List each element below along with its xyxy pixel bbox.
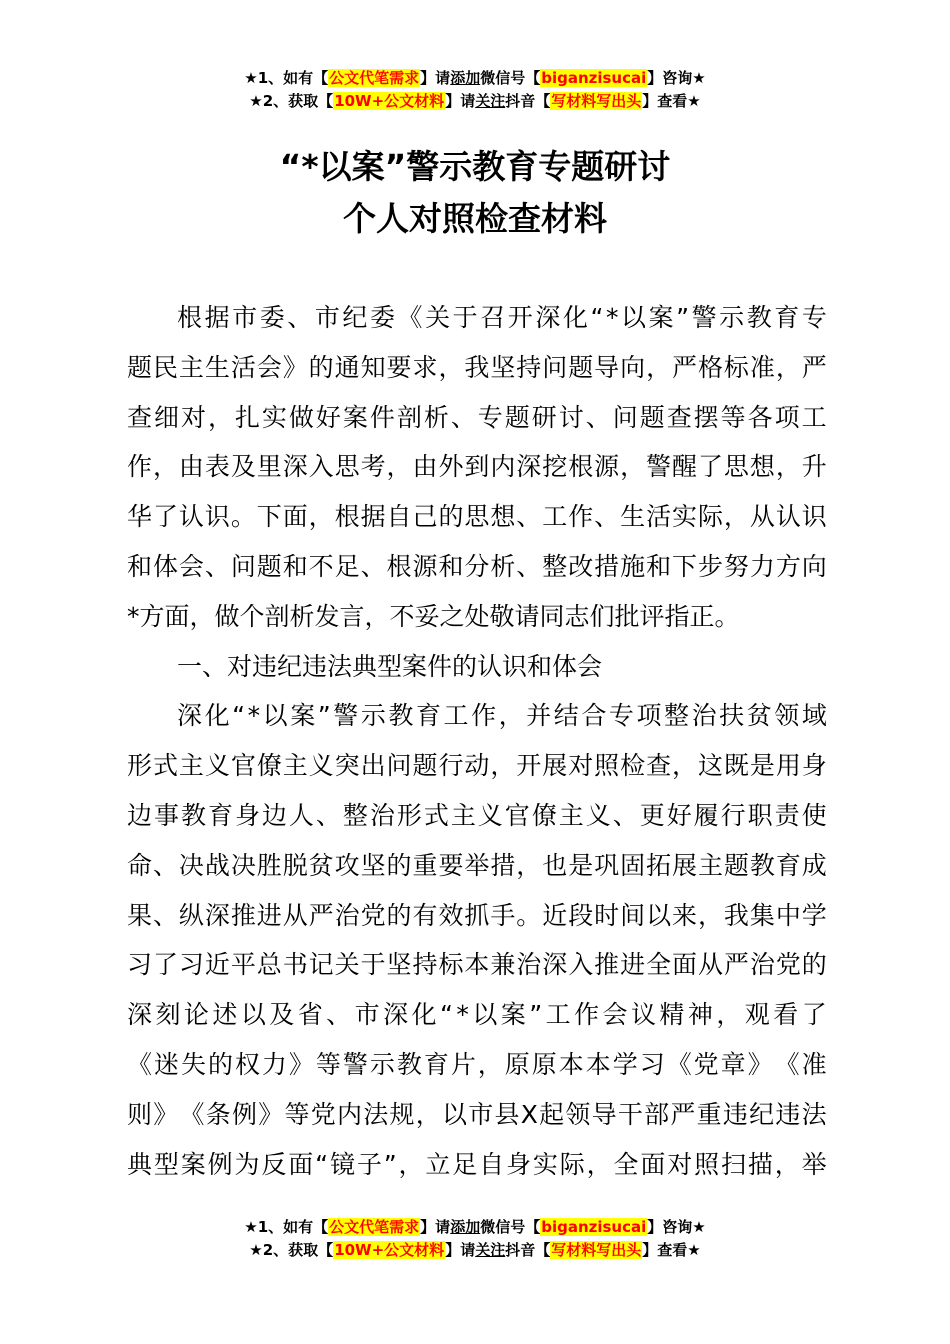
body-line: [127, 791, 827, 841]
body-line: [127, 592, 827, 642]
body-line: [127, 1090, 827, 1140]
banner-text: ★2、获取【: [249, 1241, 334, 1259]
body-line-text: 则 》 《 条 例 》 等 党 内 法 规 ， 以 市 县 X 起 领 导 干 部 严 重 违 纪 违 法: [127, 1099, 827, 1129]
banner-text: 抖音【: [505, 92, 551, 110]
footer-banner: [0, 1216, 950, 1262]
body-line: [127, 891, 827, 941]
banner-highlight: biganzisucai: [541, 69, 647, 87]
body-line-text: 边 事 教 育 身 边 人 、 整 治 形 式 主 义 官 僚 主 义 、 更 好 履 行 职 责 使: [127, 800, 827, 830]
body-line-text: 和 体 会 、 问 题 和 不 足 、 根 源 和 分 析 、 整 改 措 施 和 下 步 努 力 方 向: [127, 551, 827, 581]
body-line-text: 深 刻 论 述 以 及 省 、 市 深 化 “ * 以 案 ” 工 作 会 议 精 神 ， 观 看 了: [127, 1000, 827, 1030]
body-line: [127, 1140, 827, 1190]
banner-underline: 关注: [475, 92, 506, 110]
header-banner: [0, 67, 950, 113]
banner-text: ★1、如有【: [244, 69, 329, 87]
document-body: [127, 293, 827, 1189]
body-line: [127, 990, 827, 1040]
body-line-text: 根 据 市 委 、 市 纪 委 《 关 于 召 开 深 化 “ * 以 案 ” 警 示 教 育 专: [177, 303, 827, 332]
banner-underline: 添加: [450, 69, 481, 87]
banner-line-2: [0, 1239, 950, 1262]
body-line-text: 典 型 案 例 为 反 面 “ 镜 子 ” ， 立 足 自 身 实 际 ， 全 面 对 照 扫 描 ， 举: [127, 1149, 827, 1179]
banner-highlight: 公文代笔需求: [329, 69, 420, 87]
body-line-text: 深 化 “ * 以 案 ” 警 示 教 育 工 作 ， 并 结 合 专 项 整 治 扶 贫 领 域: [177, 701, 827, 731]
body-line: [127, 841, 827, 891]
body-line-text: 命 、 决 战 决 胜 脱 贫 攻 坚 的 重 要 举 措 ， 也 是 巩 固 拓 展 主 题 教 育 成: [127, 850, 827, 880]
banner-text: ★1、如有【: [244, 1218, 329, 1236]
banner-text: 】请: [420, 1218, 451, 1236]
body-line-text: 题 民 主 生 活 会 》 的 通 知 要 求 ， 我 坚 持 问 题 导 向 ， 严 格 标 准 ， 严: [127, 352, 827, 382]
document-title-line-2: 个人对照检查材料: [343, 199, 607, 238]
body-line-text: 作 ， 由 表 及 里 深 入 思 考 ， 由 外 到 内 深 挖 根 源 ， 警 醒 了 思 想 ， 升: [127, 452, 827, 482]
body-line: [127, 691, 827, 741]
body-line: [127, 492, 827, 542]
banner-text: 】请: [420, 69, 451, 87]
banner-highlight: biganzisucai: [541, 1218, 647, 1236]
banner-text: 】查看★: [642, 92, 701, 110]
banner-text: 抖音【: [505, 1241, 551, 1259]
body-line-text: 查 细 对 ， 扎 实 做 好 案 件 剖 析 、 专 题 研 讨 、 问 题 查 摆 等 各 项 工: [127, 402, 827, 432]
banner-underline: 关注: [475, 1241, 506, 1259]
section-heading-text: 一、对违纪违法典型案件的认识和体会: [177, 651, 603, 681]
banner-line-1: [0, 1216, 950, 1239]
banner-text: 微信号【: [480, 69, 541, 87]
banner-text: 】咨询★: [647, 1218, 706, 1236]
banner-text: 微信号【: [480, 1218, 541, 1236]
body-line-text: 果 、 纵 深 推 进 从 严 治 党 的 有 效 抓 手 。 近 段 时 间 以 来 ， 我 集 中 学: [127, 900, 827, 930]
section-heading: [127, 642, 827, 692]
body-line-text: 华 了 认 识 。 下 面 ， 根 据 自 己 的 思 想 、 工 作 、 生 活 实 际 ， 从 认 识: [127, 502, 827, 532]
body-line-text: *方面，做个剖析发言，不妥之处敬请同志们批评指正。: [127, 601, 740, 631]
body-line: [127, 542, 827, 592]
body-line-text: 习 了 习 近 平 总 书 记 关 于 坚 持 标 本 兼 治 深 入 推 进 全 面 从 严 治 党 的: [127, 950, 827, 980]
body-line-text: 《 迷 失 的 权 力 》 等 警 示 教 育 片 ， 原 原 本 本 学 习 《 党 章 》 《 准: [127, 1049, 827, 1079]
banner-text: 】查看★: [642, 1241, 701, 1259]
banner-text: 】请: [445, 92, 476, 110]
banner-text: ★2、获取【: [249, 92, 334, 110]
banner-underline: 添加: [450, 1218, 481, 1236]
banner-text: 】咨询★: [647, 69, 706, 87]
banner-highlight: 10W+公文材料: [334, 1241, 445, 1259]
banner-text: 】请: [445, 1241, 476, 1259]
banner-highlight: 10W+公文材料: [334, 92, 445, 110]
body-line: [127, 442, 827, 492]
body-line: [127, 343, 827, 393]
body-line: [127, 393, 827, 443]
banner-highlight: 写材料写出头: [551, 1241, 642, 1259]
banner-highlight: 写材料写出头: [551, 92, 642, 110]
banner-line-1: [0, 67, 950, 90]
document-title-line-1: “*以案”警示教育专题研讨: [279, 147, 671, 186]
banner-highlight: 公文代笔需求: [329, 1218, 420, 1236]
body-line-text: 形 式 主 义 官 僚 主 义 突 出 问 题 行 动 ， 开 展 对 照 检 查 ， 这 既 是 用 身: [127, 751, 827, 781]
body-line: [127, 293, 827, 343]
body-line: [127, 741, 827, 791]
body-line: [127, 940, 827, 990]
body-line: [127, 1040, 827, 1090]
banner-line-2: [0, 90, 950, 113]
